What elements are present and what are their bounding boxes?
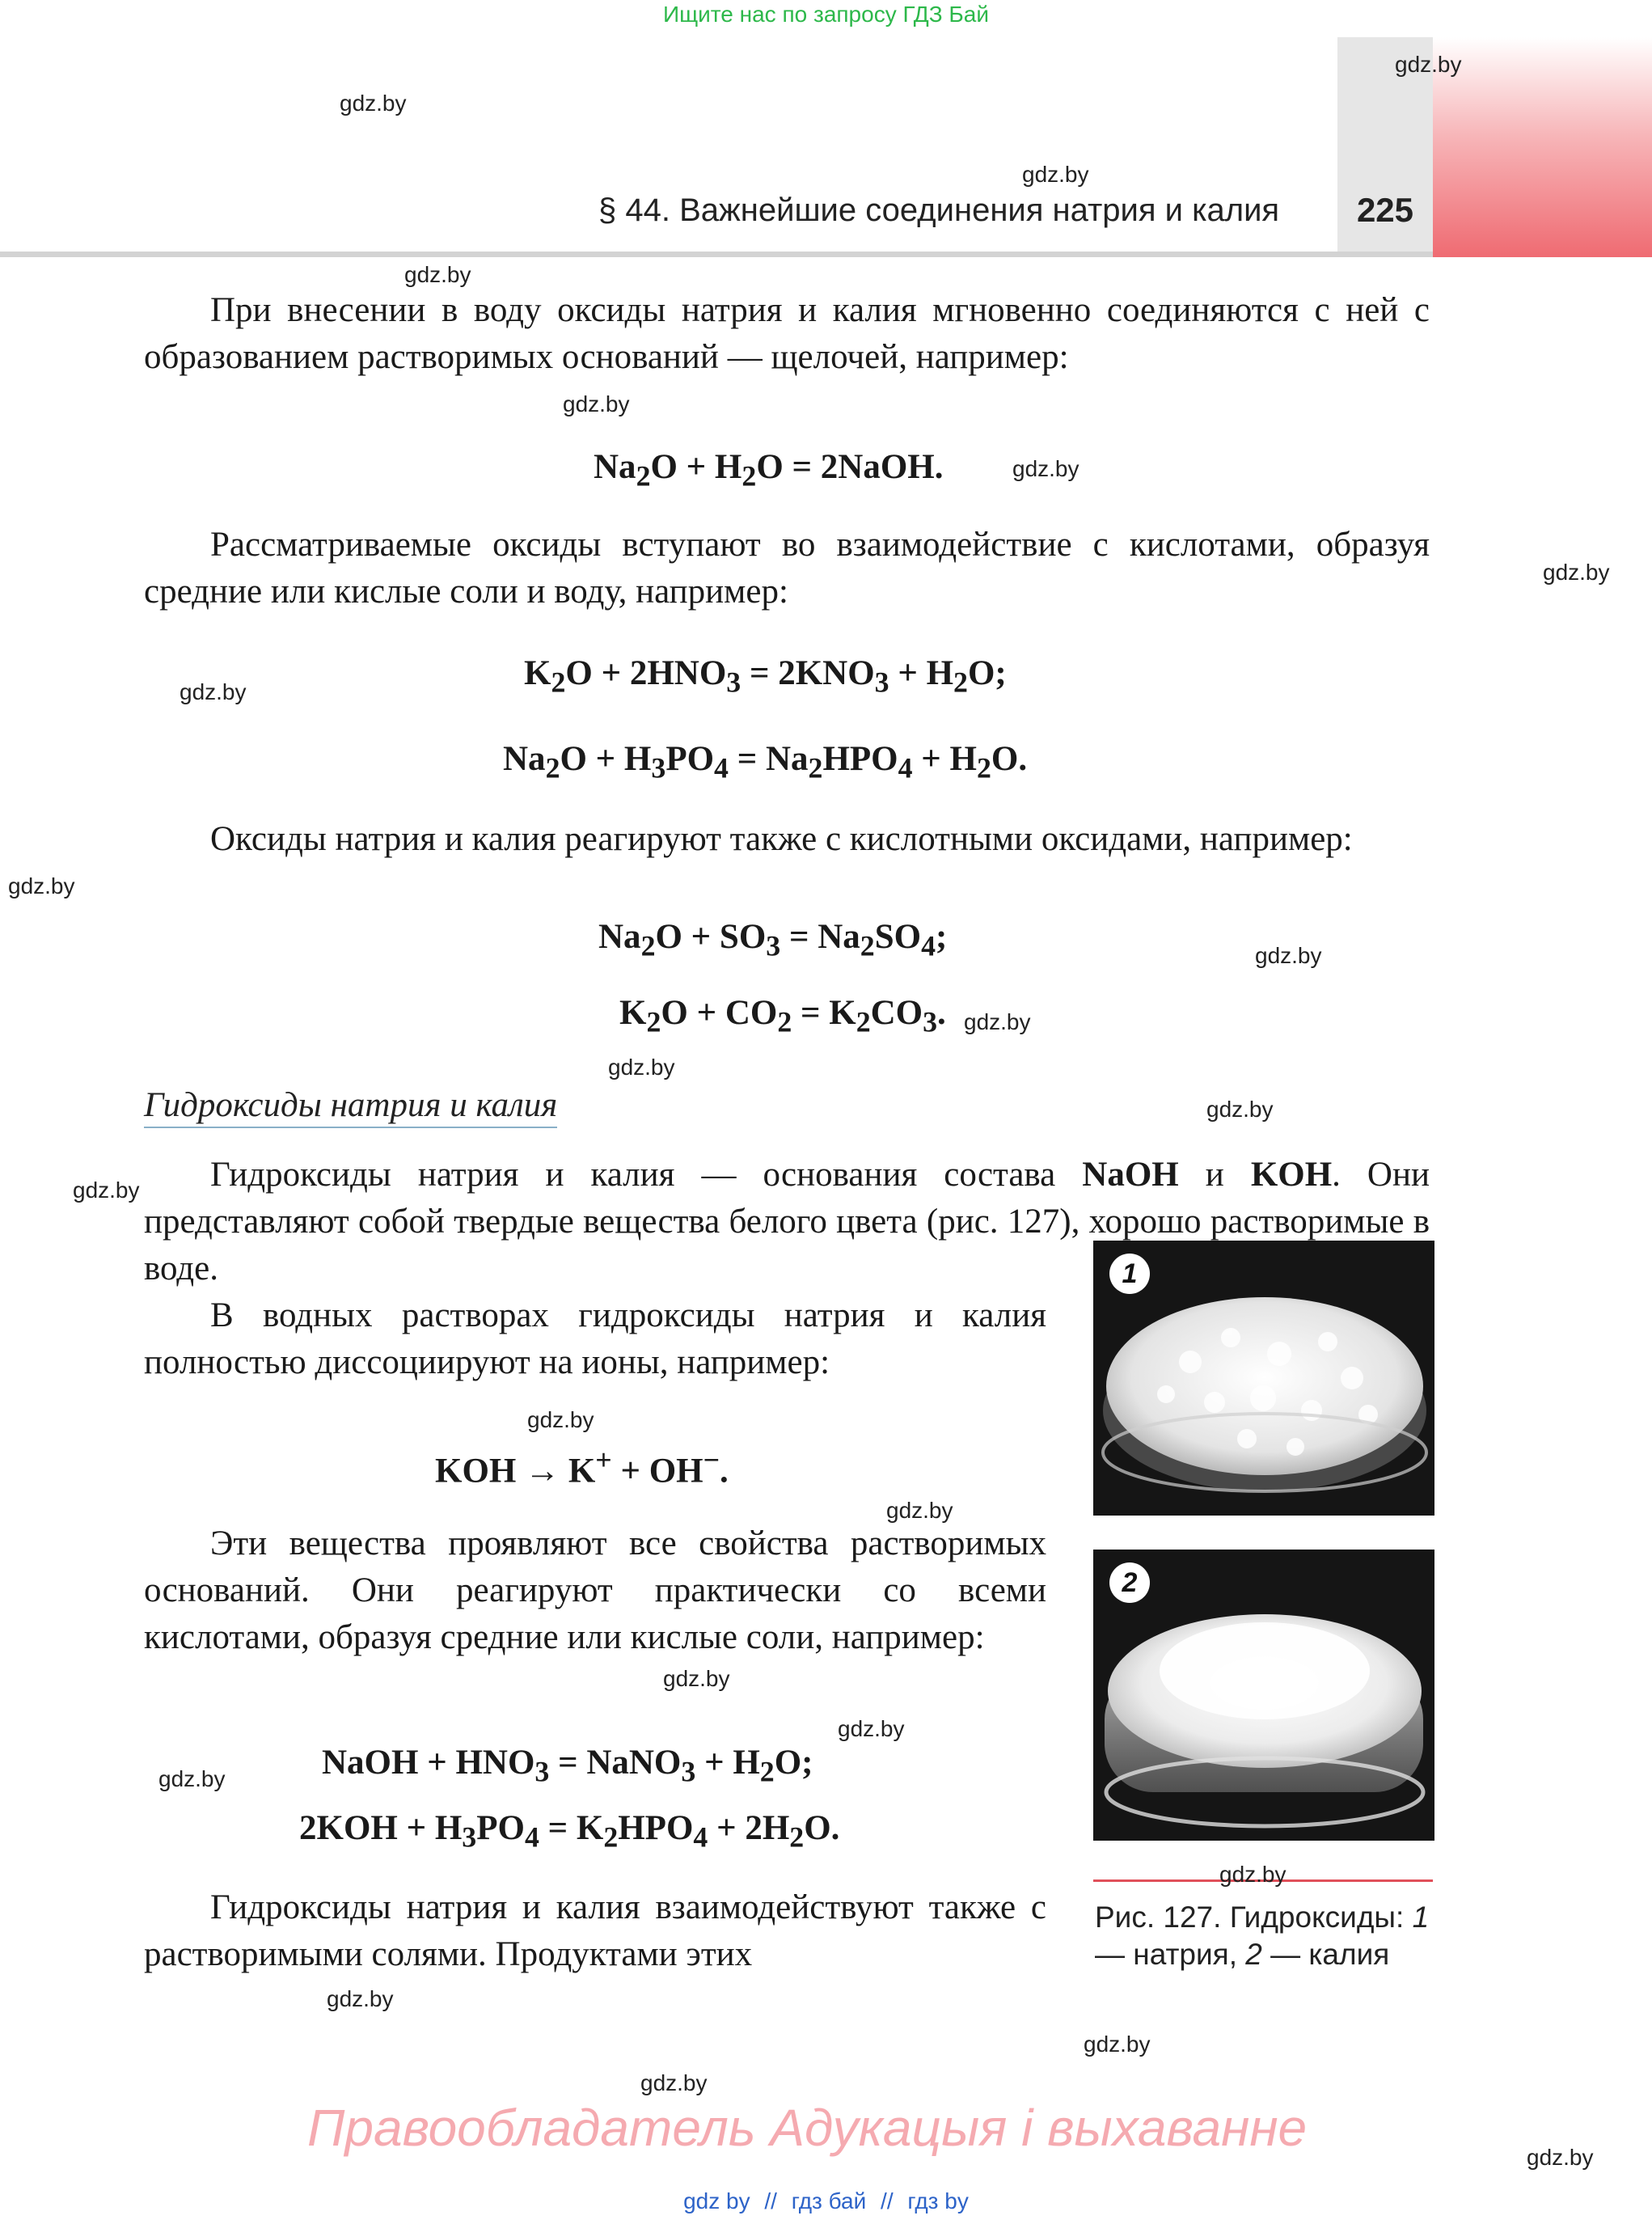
watermark: gdz.by [964, 1009, 1031, 1034]
figure-caption: Рис. 127. Гидроксиды: 1 — натрия, 2 — калия [1095, 1901, 1430, 1971]
watermark: gdz.by [1527, 2145, 1594, 2170]
watermark: gdz.by [180, 679, 247, 704]
photo-potassium-hydroxide [1093, 1550, 1434, 1841]
paragraph-hydroxides-tail: . Они представляют собой твердые вещества белого цвета (рис. 127), хорошо растворимые в воде. [144, 1156, 1430, 1287]
section-heading-hydroxides: Гидроксиды натрия и калия [144, 1085, 557, 1128]
equation-na2o-h3po4: $Na_2O + H_3PO_4 = Na_2HPO_4 + H_2O$. [503, 740, 1028, 784]
running-title: § 44. Важнейшие соединения натрия и калия [598, 192, 1280, 228]
watermark: gdz.by [73, 1178, 140, 1203]
watermark: gdz.by [1012, 456, 1080, 481]
watermark: gdz.by [527, 1407, 594, 1432]
equation-k2o-hno3: $K_2O + 2HNO_3 = 2KNO_3 + H_2O$; [524, 654, 1007, 699]
watermark: gdz.by [327, 1986, 394, 2011]
watermark: gdz.by [1543, 560, 1610, 585]
equation-koh-dissociation: KOH → K+ + OH−. [435, 1444, 729, 1490]
watermark: gdz.by [640, 2070, 708, 2095]
equation-na2o-so3: $Na_2O + SO_3 = Na_2SO_4$; [598, 918, 948, 962]
top-search-note[interactable]: Ищите нас по запросу ГДЗ Бай [662, 2, 990, 27]
watermark: gdz.by [1022, 162, 1089, 187]
watermark: gdz.by [404, 262, 471, 287]
paragraph-oxides-water: При внесении в воду оксиды натрия и калия мгновенно соединяются с ней с образованием растворимых оснований — щелочей, например: [144, 291, 1430, 376]
header-divider [0, 252, 1433, 257]
footer-separator: // [881, 2188, 894, 2213]
watermark: gdz.by [663, 1666, 730, 1691]
footer-separator: // [764, 2188, 777, 2213]
watermark: gdz.by [1206, 1097, 1274, 1122]
paragraph-acidic-oxides: Оксиды натрия и калия реагируют также с кислотными оксидами, например: [210, 820, 1353, 858]
watermark: gdz.by [838, 1716, 905, 1741]
footer-links [0, 2188, 1652, 2214]
pink-corner-decoration [1433, 37, 1652, 257]
equation-na2o-water: $Na_2O + H_2O$ = 2NaOH. [594, 448, 944, 493]
paragraph-dissociation: В водных растворах гидроксиды натрия и калия полностью диссоциируют на ионы, например: [144, 1296, 1046, 1381]
watermark: gdz.by [1084, 2032, 1151, 2057]
equation-naoh-hno3: NaOH + $HNO_3$ = NaNO$_3$ + $H_2O$; [322, 1744, 813, 1788]
watermark: gdz.by [1395, 52, 1462, 77]
watermark: gdz.by [1255, 943, 1322, 968]
watermark: gdz.by [340, 91, 407, 116]
footer-link[interactable]: гдз бай [791, 2188, 867, 2213]
copyright-notice: Правообладатель Адукацыя і выхаванне [307, 2099, 1308, 2157]
paragraph-oxides-acids: Рассматриваемые оксиды вступают во взаимодействие с кислотами, образуя средние или кислые соли и воду, например: [144, 526, 1430, 611]
watermark: gdz.by [608, 1055, 675, 1080]
watermark: gdz.by [158, 1766, 226, 1791]
paragraph-base-properties: Эти вещества проявляют все свойства растворимых оснований. Они реагируют практически со всеми кислотами, образуя средние или кислые соли, например: [144, 1524, 1046, 1656]
watermark: gdz.by [1219, 1862, 1287, 1887]
watermark: gdz.by [563, 391, 630, 416]
footer-link[interactable]: gdz by [683, 2188, 750, 2213]
equation-k2o-co2: $K_2O + CO_2 = K_2CO_3$. [619, 994, 946, 1038]
footer-link[interactable]: гдз by [907, 2188, 969, 2213]
figure-badge-1: 1 [1109, 1254, 1150, 1294]
photo-sodium-hydroxide [1093, 1241, 1434, 1516]
figure-badge-2: 2 [1109, 1562, 1150, 1603]
watermark: gdz.by [8, 873, 75, 898]
equation-koh-h3po4: $2KOH + H_3PO_4 = K_2HPO_4 + 2H_2O$. [299, 1809, 840, 1854]
paragraph-soluble-salts: Гидроксиды натрия и калия взаимодействуют также с растворимыми солями. Продуктами этих [144, 1888, 1046, 1973]
page-number: 225 [1356, 191, 1414, 229]
watermark: gdz.by [886, 1498, 953, 1523]
paragraph-hydroxides-intro: Гидроксиды натрия и калия — основания состава NaOH и KOH. Они представляют собой твердые вещества белого цвета (рис. 127), хорошо растворимые в воде. [144, 1156, 1430, 1287]
